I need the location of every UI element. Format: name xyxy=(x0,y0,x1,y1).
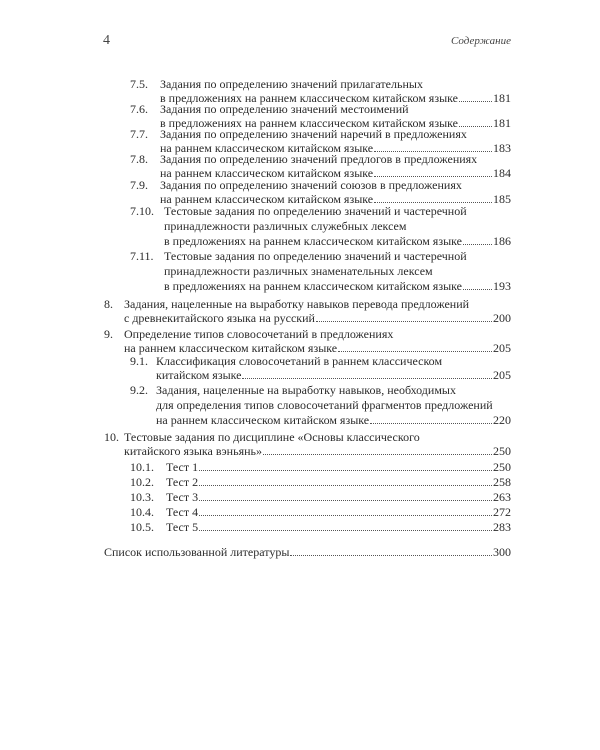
toc-entry-line xyxy=(130,249,511,263)
toc-entry-line xyxy=(104,430,511,444)
toc-entry-number: 10.5. xyxy=(130,520,154,534)
toc-entry-title: Тест 5 xyxy=(166,520,199,534)
toc-page-number: 272 xyxy=(493,505,511,519)
dot-leader xyxy=(263,454,492,455)
page-number: 4 xyxy=(103,33,110,48)
toc-entry-title: Классификация словосочетаний в раннем классическом xyxy=(156,354,443,368)
toc-entry-title: принадлежности различных служебных лексем xyxy=(164,219,407,233)
dot-leader xyxy=(290,555,492,556)
toc-entry-line xyxy=(130,152,511,166)
toc-entry-title: на раннем классическом китайском языке xyxy=(160,166,374,180)
dot-leader xyxy=(374,202,492,203)
toc-page-number: 263 xyxy=(493,490,511,504)
toc-entry-title: на раннем классическом китайском языке xyxy=(160,192,374,206)
toc-page-number: 181 xyxy=(493,116,511,130)
toc-entry-number: 7.8. xyxy=(130,152,148,166)
toc-page-number: 184 xyxy=(493,166,511,180)
toc-page-number: 300 xyxy=(493,545,511,559)
toc-entry-title: принадлежности различных знаменательных лексем xyxy=(164,264,433,278)
dot-leader xyxy=(199,515,492,516)
toc-entry-title: Тест 1 xyxy=(166,460,199,474)
dot-leader xyxy=(338,351,492,352)
toc-entry-line xyxy=(164,279,511,293)
toc-entry-title: Задания по определению значений наречий в предложениях xyxy=(160,127,467,141)
toc-entry-title: Тест 4 xyxy=(166,505,199,519)
toc-entry-line xyxy=(156,368,511,382)
dot-leader xyxy=(463,244,492,245)
toc-entry-line xyxy=(130,383,511,397)
toc-page-number: 183 xyxy=(493,141,511,155)
dot-leader xyxy=(199,485,492,486)
toc-entry-number: 7.6. xyxy=(130,102,148,116)
toc-entry-number: 7.10. xyxy=(130,204,154,218)
running-head: Содержание xyxy=(450,35,511,47)
toc-entry-title: на раннем классическом китайском языке xyxy=(156,413,370,427)
toc-entry-title: Задания по определению значений местоимений xyxy=(160,102,409,116)
toc-page-number: 200 xyxy=(493,311,511,325)
toc-entry-line xyxy=(104,297,511,311)
toc-entry-number: 7.7. xyxy=(130,127,148,141)
toc-page-number: 250 xyxy=(493,444,511,458)
toc-page-number: 258 xyxy=(493,475,511,489)
dot-leader xyxy=(463,289,492,290)
toc-entry-number: 7.5. xyxy=(130,77,148,91)
toc-page-number: 205 xyxy=(493,368,511,382)
dot-leader xyxy=(199,500,492,501)
toc-entry-number: 10.1. xyxy=(130,460,154,474)
toc-entry-line xyxy=(124,341,511,355)
toc-entry-line xyxy=(130,490,511,504)
toc-entry-line xyxy=(130,460,511,474)
toc-page-number: 186 xyxy=(493,234,511,248)
toc-entry-title: Задания, нацеленные на выработку навыков, необходимых xyxy=(156,383,456,397)
dot-leader xyxy=(370,423,492,424)
toc-entry-title: Определение типов словосочетаний в предложениях xyxy=(124,327,394,341)
toc-entry-line xyxy=(164,264,511,278)
toc-entry-line xyxy=(156,413,511,427)
dot-leader xyxy=(316,321,492,322)
toc-page-number: 181 xyxy=(493,91,511,105)
toc-entry-title: Задания по определению значений союзов в предложениях xyxy=(160,178,462,192)
toc-entry-title: для определения типов словосочетаний фрагментов предложений xyxy=(156,398,493,412)
toc-entry-title: в предложениях на раннем классическом китайском языке xyxy=(160,91,458,105)
toc-entry-title: Список использованной литературы xyxy=(104,545,290,559)
toc-entry-number: 9.1. xyxy=(130,354,148,368)
toc-page-number: 193 xyxy=(493,279,511,293)
toc-page-number: 205 xyxy=(493,341,511,355)
toc-entry-line xyxy=(124,444,511,458)
toc-entry-line xyxy=(130,204,511,218)
toc-entry-title: на раннем классическом китайском языке xyxy=(124,341,338,355)
toc-entry-line xyxy=(164,234,511,248)
toc-page-number: 250 xyxy=(493,460,511,474)
toc-entry-line xyxy=(130,505,511,519)
toc-entry-title: Задания по определению значений предлогов в предложениях xyxy=(160,152,478,166)
toc-entry-line xyxy=(124,311,511,325)
toc-entry-line xyxy=(130,520,511,534)
toc-entry-title: с древнекитайского языка на русский xyxy=(124,311,315,325)
toc-entry-title: китайского языка вэньянь» xyxy=(124,444,262,458)
toc-page-number: 185 xyxy=(493,192,511,206)
toc-entry-line xyxy=(104,545,511,559)
toc-entry-number: 7.11. xyxy=(130,249,154,263)
toc-entry-title: в предложениях на раннем классическом китайском языке xyxy=(164,234,462,248)
toc-entry-title: Тестовые задания по определению значений и частеречной xyxy=(164,204,467,218)
toc-entry-number: 9. xyxy=(104,327,113,341)
toc-page-number: 283 xyxy=(493,520,511,534)
toc-entry-line xyxy=(130,354,511,368)
toc-entry-title: на раннем классическом китайском языке xyxy=(160,141,374,155)
toc-entry-title: в предложениях на раннем классическом китайском языке xyxy=(160,116,458,130)
toc-entry-title: Задания по определению значений прилагательных xyxy=(160,77,423,91)
toc-entry-title: Тестовые задания по дисциплине «Основы классического xyxy=(124,430,420,444)
toc-entry-number: 10. xyxy=(104,430,119,444)
toc-entry-number: 7.9. xyxy=(130,178,148,192)
toc-entry-line xyxy=(130,102,511,116)
toc-entry-title: в предложениях на раннем классическом китайском языке xyxy=(164,279,462,293)
toc-entry-title: китайском языке xyxy=(156,368,242,382)
toc-entry-title: Тест 3 xyxy=(166,490,199,504)
toc-entry-line xyxy=(164,219,511,233)
toc-entry-title: Тестовые задания по определению значений и частеречной xyxy=(164,249,467,263)
dot-leader xyxy=(199,470,492,471)
toc-entry-title: Тест 2 xyxy=(166,475,199,489)
toc-entry-title: Задания, нацеленные на выработку навыков перевода предложений xyxy=(124,297,470,311)
toc-entry-line xyxy=(130,127,511,141)
toc-entry-number: 8. xyxy=(104,297,113,311)
dot-leader xyxy=(374,176,492,177)
toc-entry-number: 10.4. xyxy=(130,505,154,519)
toc-entry-number: 10.2. xyxy=(130,475,154,489)
toc-entry-line xyxy=(156,398,511,412)
toc-page-number: 220 xyxy=(493,413,511,427)
toc-entry-number: 9.2. xyxy=(130,383,148,397)
toc-entry-line xyxy=(104,327,511,341)
toc-entry-number: 10.3. xyxy=(130,490,154,504)
toc-entry-line xyxy=(130,178,511,192)
dot-leader xyxy=(242,378,492,379)
toc-entry-line xyxy=(130,475,511,489)
toc-entry-line xyxy=(130,77,511,91)
dot-leader xyxy=(199,530,492,531)
